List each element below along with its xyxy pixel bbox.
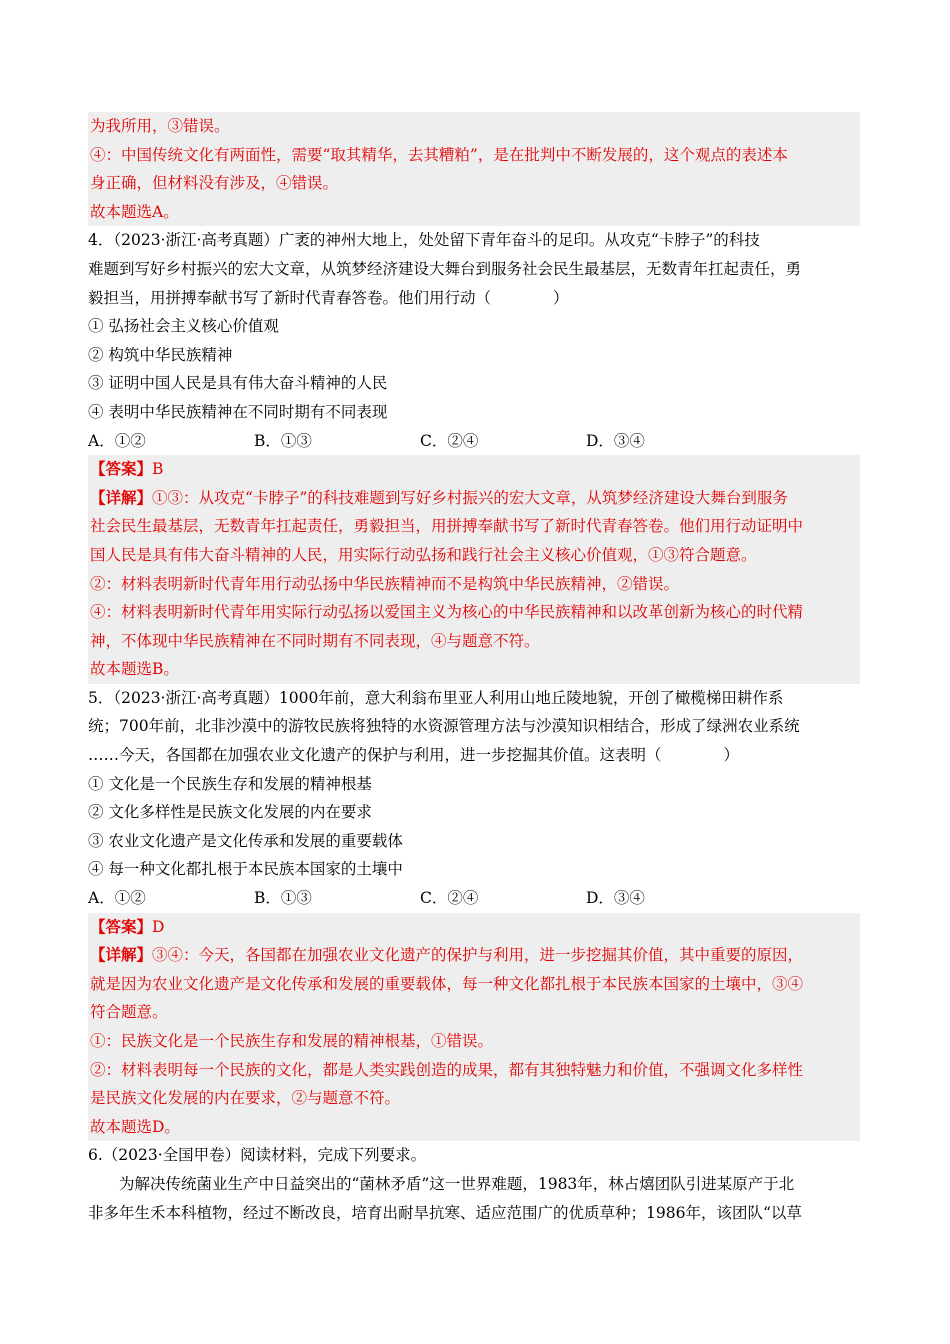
question-item: ② 构筑中华民族精神 [88, 345, 233, 364]
option-d: D．③④ [586, 889, 645, 908]
question-item: ④ 每一种文化都扎根于本民族本国家的土壤中 [88, 860, 403, 879]
option-a: A．①② [88, 431, 146, 450]
question-item: ③ 农业文化遗产是文化传承和发展的重要载体 [88, 831, 403, 850]
question-5 [88, 684, 860, 913]
question-stem-line: 5．（2023·浙江·高考真题）1000年前，意大利翁布里亚人利用山地丘陵地貌，开创了橄榄梯田耕作系 [88, 688, 784, 707]
option-a: A．①② [88, 889, 146, 908]
detail-line: 故本题选B。 [90, 660, 179, 679]
q4-answer-block [88, 455, 860, 684]
question-stem-line: 毅担当，用拼搏奉献书写了新时代青春答卷。他们用行动（ ） [88, 288, 569, 307]
detail-line [90, 484, 858, 513]
detail-line: 符合题意。 [90, 1003, 168, 1022]
question-item: ④ 表明中华民族精神在不同时期有不同表现 [88, 402, 388, 421]
option-b: B．①③ [254, 431, 312, 450]
question-stem-line: 6.（2023·全国甲卷）阅读材料，完成下列要求。 [88, 1146, 427, 1165]
detail-line: 故本题选D。 [90, 1117, 180, 1136]
answer-tag: 【答案】 [90, 459, 153, 479]
question-stem-line: 4．（2023·浙江·高考真题）广袤的神州大地上，处处留下青年奋斗的足印。从攻克“卡脖子”的科技 [88, 231, 760, 250]
option-c: C．②④ [420, 431, 479, 450]
answer-value: B [152, 460, 164, 479]
question-item: ③ 证明中国人民是具有伟大奋斗精神的人民 [88, 374, 388, 393]
answer-tag: 【答案】 [90, 916, 153, 936]
detail-tag: 【详解】 [90, 945, 153, 965]
answer-options [88, 884, 860, 913]
document-page [88, 112, 860, 1227]
text-line: 故本题选A。 [90, 202, 179, 221]
detail-line: ④：材料表明新时代青年用实际行动弘扬以爱国主义为核心的中华民族精神和以改革创新为核心的时代精 [90, 603, 804, 622]
answer-line [90, 455, 858, 484]
detail-line: ②：材料表明新时代青年用行动弘扬中华民族精神而不是构筑中华民族精神，②错误。 [90, 574, 680, 593]
q3-answer-tail [88, 112, 860, 226]
answer-line [90, 913, 858, 942]
detail-line: 就是因为农业文化遗产是文化传承和发展的重要载体，每一种文化都扎根于本民族本国家的土壤中，③④ [90, 974, 804, 993]
answer-value: D [152, 917, 165, 936]
option-c: C．②④ [420, 889, 479, 908]
text-line: 身正确，但材料没有涉及，④错误。 [90, 174, 339, 193]
option-d: D．③④ [586, 431, 645, 450]
detail-line: 国人民是具有伟大奋斗精神的人民，用实际行动弘扬和践行社会主义核心价值观，①③符合题意。 [90, 545, 757, 564]
option-b: B．①③ [254, 889, 312, 908]
detail-line: ①：民族文化是一个民族生存和发展的精神根基，①错误。 [90, 1032, 494, 1050]
detail-text: ①③：从攻克“卡脖子”的科技难题到写好乡村振兴的宏大文章，从筑梦经济建设大舞台到服务 [152, 488, 788, 507]
detail-line [90, 941, 858, 970]
detail-text: ③④：今天，各国都在加强农业文化遗产的保护与利用，进一步挖掘其价值，其中重要的原因， [152, 946, 804, 965]
question-stem-line: 难题到写好乡村振兴的宏大文章，从筑梦经济建设大舞台到服务社会民生最基层，无数青年扛起责任，勇 [88, 259, 802, 278]
question-item: ② 文化多样性是民族文化发展的内在要求 [88, 803, 372, 822]
detail-line: 神，不体现中华民族精神在不同时期有不同表现，④与题意不符。 [90, 631, 540, 650]
question-stem-line: 统；700年前，北非沙漠中的游牧民族将独特的水资源管理方法与沙漠知识相结合，形成了绿洲农业系统 [88, 717, 800, 736]
question-stem-line: ……今天，各国都在加强农业文化遗产的保护与利用，进一步挖掘其价值。这表明（ ） [88, 746, 740, 765]
detail-line: 是民族文化发展的内在要求，②与题意不符。 [90, 1089, 401, 1108]
text-line: 为我所用，③错误。 [90, 117, 230, 135]
detail-line: ②：材料表明每一个民族的文化，都是人类实践创造的成果，都有其独特魅力和价值，不强调文化多样性 [90, 1060, 804, 1079]
q5-answer-block [88, 913, 860, 1142]
question-item: ① 文化是一个民族生存和发展的精神根基 [88, 774, 372, 793]
question-6 [88, 1141, 860, 1227]
question-item: ① 弘扬社会主义核心价值观 [88, 317, 279, 336]
answer-options [88, 427, 860, 456]
detail-line: 社会民生最基层，无数青年扛起责任，勇毅担当，用拼搏奉献书写了新时代青春答卷。他们用行动证明中 [90, 517, 804, 536]
question-4 [88, 226, 860, 455]
material-paragraph-line: 非多年生禾本科植物，经过不断改良，培育出耐旱抗寒、适应范围广的优质草种；1986年，该团队“以草 [88, 1203, 802, 1222]
material-paragraph-line: 为解决传统菌业生产中日益突出的“菌林矛盾”这一世界难题，1983年，林占熺团队引进某原产于北 [119, 1174, 795, 1193]
detail-tag: 【详解】 [90, 487, 153, 507]
text-line: ④：中国传统文化有两面性，需要“取其精华，去其糟粕”，是在批判中不断发展的，这个观点的表述本 [90, 145, 788, 164]
